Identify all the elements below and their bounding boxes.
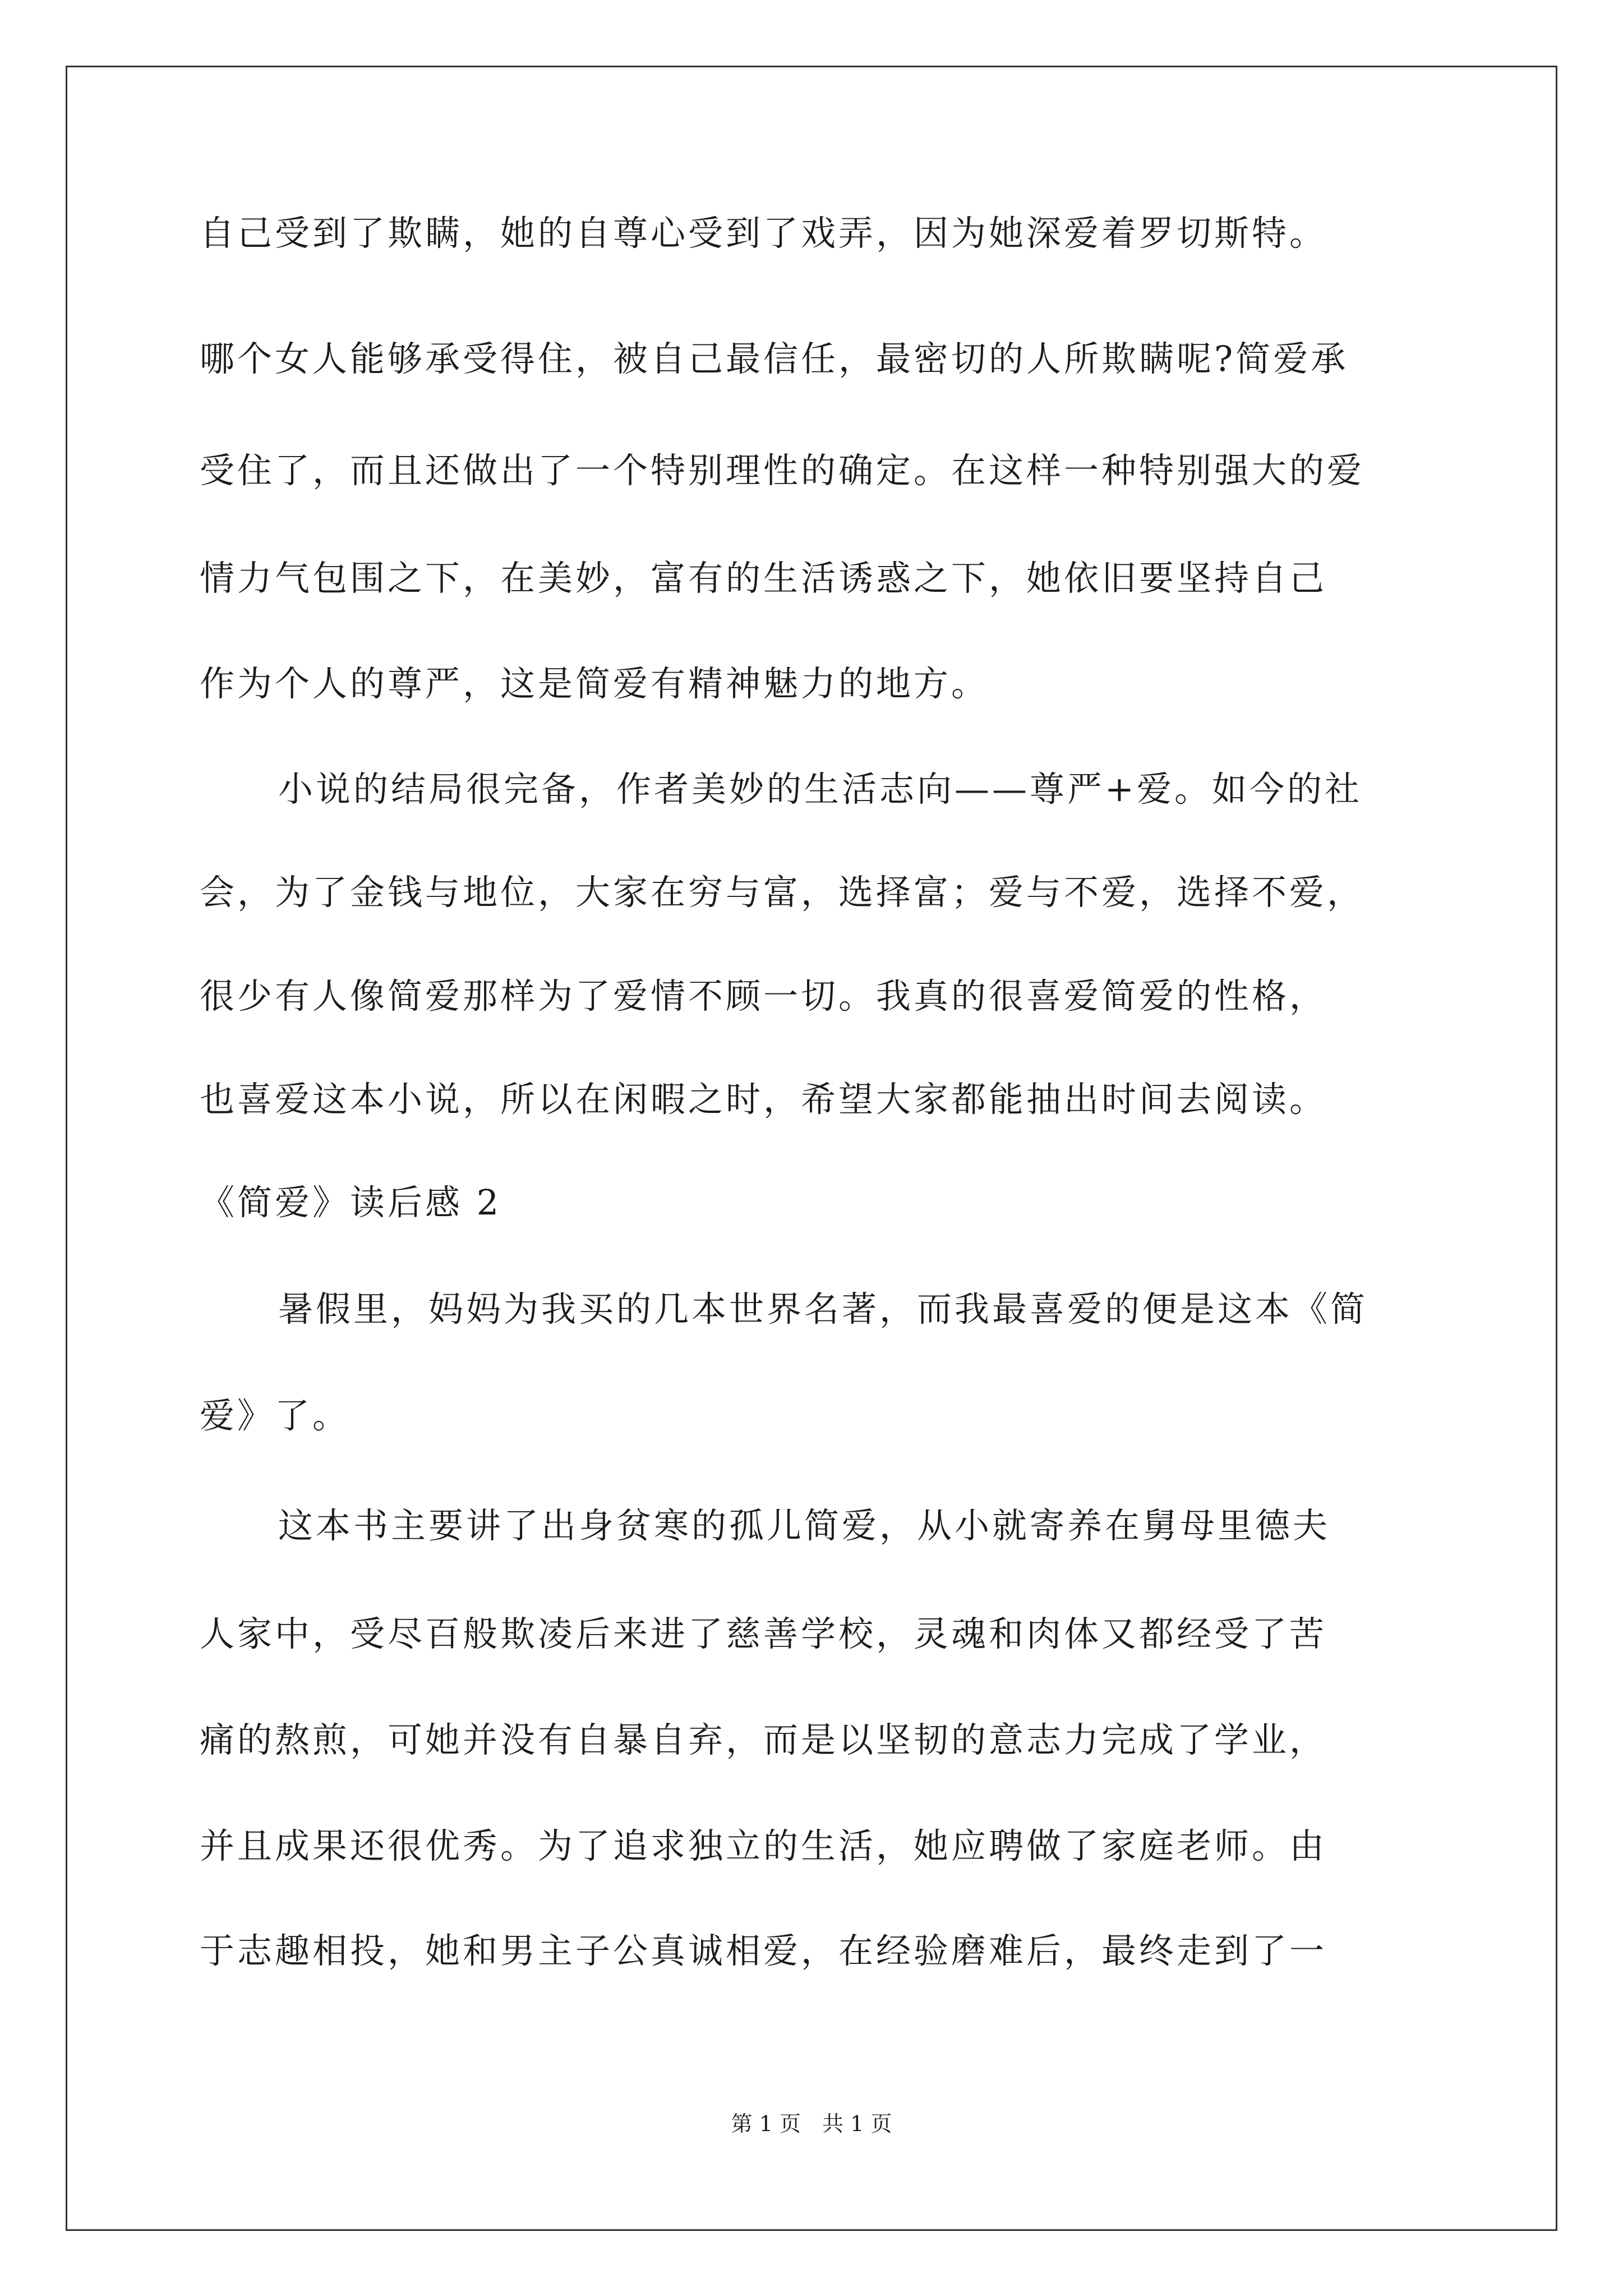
body-line: 爱》了。	[200, 1395, 351, 1436]
body-line: 情力气包围之下，在美妙，富有的生活诱惑之下，她依旧要坚持自己	[200, 558, 1327, 599]
page-number-footer: 第 1 页 共 1 页	[731, 2111, 892, 2136]
body-line: 自己受到了欺瞒，她的自尊心受到了戏弄，因为她深爱着罗切斯特。	[200, 213, 1327, 254]
paragraph-first-line: 这本书主要讲了出身贫寒的孤儿简爱，从小就寄养在舅母里德夫	[278, 1505, 1331, 1546]
paragraph-first-line: 小说的结局很完备，作者美妙的生活志向——尊严+爱。如今的社	[278, 769, 1362, 809]
section-heading: 《简爱》读后感 2	[200, 1182, 502, 1223]
body-line: 并且成果还很优秀。为了追求独立的生活，她应聘做了家庭老师。由	[200, 1825, 1327, 1866]
body-line: 会，为了金钱与地位，大家在穷与富，选择富；爱与不爱，选择不爱，	[200, 872, 1365, 913]
body-line: 受住了，而且还做出了一个特别理性的确定。在这样一种特别强大的爱	[200, 450, 1365, 491]
body-line: 作为个人的尊严，这是简爱有精神魅力的地方。	[200, 663, 989, 704]
body-line: 很少有人像简爱那样为了爱情不顾一切。我真的很喜爱简爱的性格，	[200, 976, 1327, 1016]
body-line: 痛的熬煎，可她并没有自暴自弃，而是以坚韧的意志力完成了学业，	[200, 1719, 1327, 1760]
body-line: 人家中，受尽百般欺凌后来进了慈善学校，灵魂和肉体又都经受了苦	[200, 1613, 1327, 1654]
body-line: 也喜爱这本小说，所以在闲暇之时，希望大家都能抽出时间去阅读。	[200, 1079, 1327, 1120]
page-border	[66, 66, 1557, 2231]
paragraph-first-line: 暑假里，妈妈为我买的几本世界名著，而我最喜爱的便是这本《简	[278, 1289, 1368, 1329]
body-line: 哪个女人能够承受得住，被自己最信任，最密切的人所欺瞒呢?简爱承	[200, 338, 1349, 379]
body-line: 于志趣相投，她和男主子公真诚相爱，在经验磨难后，最终走到了一	[200, 1930, 1327, 1971]
